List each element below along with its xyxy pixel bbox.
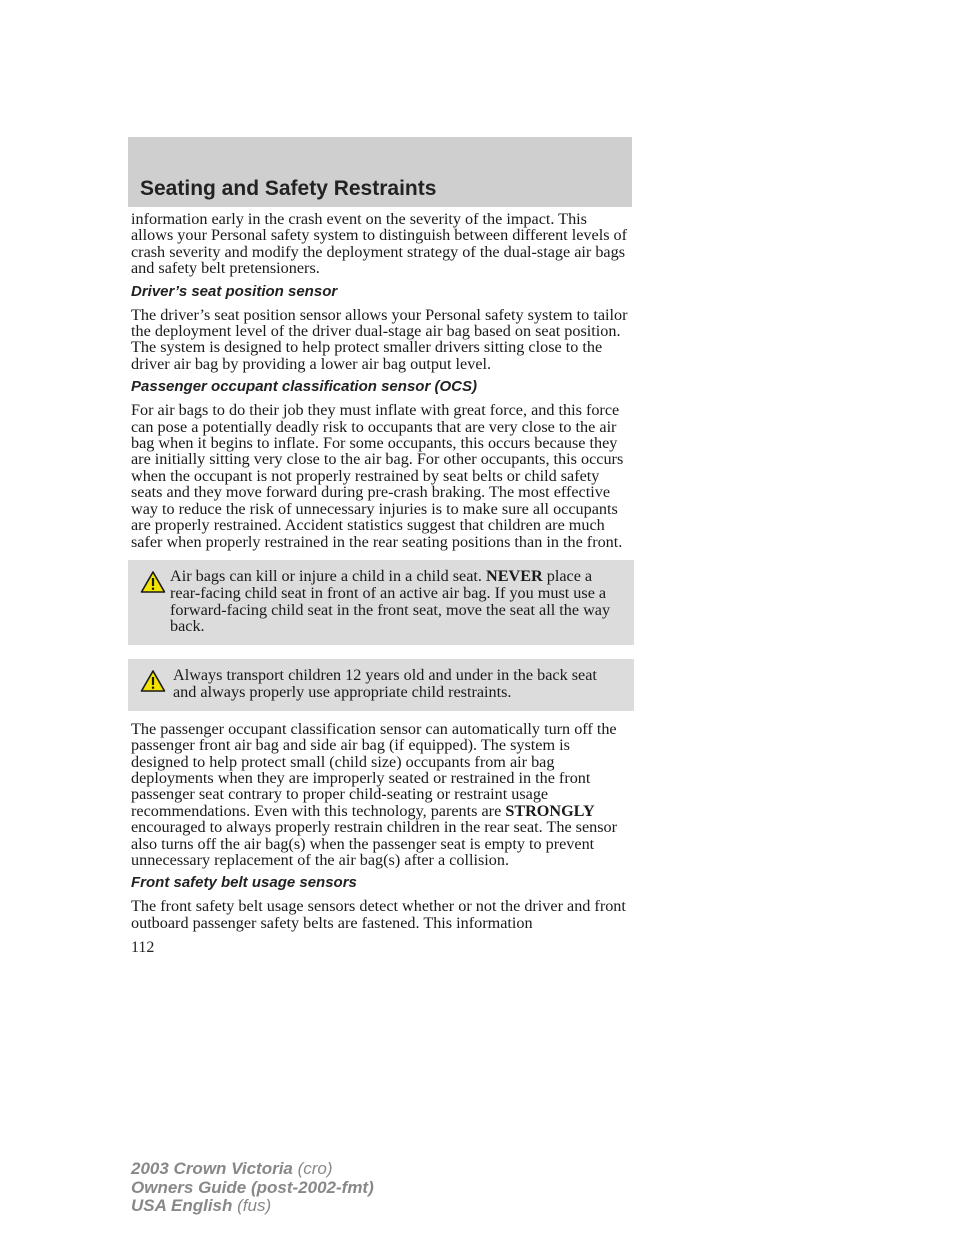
section-header <box>128 137 632 207</box>
ocs-text-part2: encouraged to always properly restrain children in the rear seat. The sensor also turns off the air bag(s) when the passenger seat is empty to prevent unnecessary replacement of the air bag(s) after a collision. <box>131 818 618 869</box>
footer-language-name: USA English <box>131 1196 233 1215</box>
ocs-intro-paragraph: For air bags to do their job they must inflate with great force, and this force can pose a potentially deadly risk to occupants that are very close to the air bag when it begins to inflate. For some occupants, this occurs because they are initially sitting very close to the air bag. For other occupants, this occurs when the occupant is not properly restrained by seat belts or child safety seats and they move forward during pre-crash braking. The most effective way to reduce the risk of unnecessary injuries is to make sure all occupants are properly restrained. Accident statistics suggest that children are much safer when properly restrained in the rear seating positions than in the front. <box>131 401 624 551</box>
footer-line-model <box>131 1160 374 1179</box>
section-heading-seat-position: Driver’s seat position sensor <box>131 282 338 300</box>
footer-model-code: (cro) <box>292 1159 333 1178</box>
warning-text-part2: place a rear-facing child seat in front of an active air bag. If you must use a forward-facing child seat in the front seat, move the seat all the way back. <box>170 566 611 636</box>
warning-text-part1: Air bags can kill or injure a child in a child seat. <box>170 566 487 585</box>
ocs-text-part1: The passenger occupant classification sensor can automatically turn off the passenger front air bag and side air bag (if equipped). The system is designed to help protect small (child size) occupants from air bag deployments when they are improperly seated or restrained in the front passenger seat contrary to proper child-seating or restraint usage recommendations. Even with this technology, parents are <box>131 719 617 820</box>
warning-triangle-icon <box>140 669 166 693</box>
page-content <box>131 211 631 937</box>
ocs-detail-paragraph <box>131 721 631 869</box>
warning-triangle-icon <box>140 570 166 594</box>
belt-sensors-paragraph: The front safety belt usage sensors detect whether or not the driver and front outboard passenger safety belts are fastened. This information <box>131 897 626 932</box>
section-heading-belt-sensors: Front safety belt usage sensors <box>131 874 357 892</box>
warning-box-child-seat <box>128 560 634 645</box>
section-heading-ocs: Passenger occupant classification sensor (OCS) <box>131 378 477 396</box>
page-number: 112 <box>131 939 155 956</box>
footer-language-code: (fus) <box>232 1196 272 1215</box>
page-title: Seating and Safety Restraints <box>140 177 437 200</box>
document-footer <box>131 1160 374 1216</box>
warning-emphasis-never: NEVER <box>486 566 543 585</box>
warning-box-children-back-seat <box>128 659 634 711</box>
ocs-emphasis-strongly: STRONGLY <box>505 801 595 820</box>
warning-text: Always transport children 12 years old and under in the back seat and always properly use appropriate child restraints. <box>173 666 597 701</box>
seat-position-paragraph: The driver’s seat position sensor allows your Personal safety system to tailor the deployment level of the driver dual-stage air bag based on seat position. The system is designed to help protect smaller drivers sitting close to the driver air bag by providing a lower air bag output level. <box>131 305 628 373</box>
footer-line-language <box>131 1197 374 1216</box>
intro-paragraph: information early in the crash event on the severity of the impact. This allows your Personal safety system to distinguish between different levels of crash severity and modify the deployment strategy of the dual-stage air bags and safety belt pretensioners. <box>131 210 628 278</box>
footer-line-guide: Owners Guide (post-2002-fmt) <box>131 1177 374 1197</box>
footer-model-name: 2003 Crown Victoria <box>131 1159 293 1178</box>
